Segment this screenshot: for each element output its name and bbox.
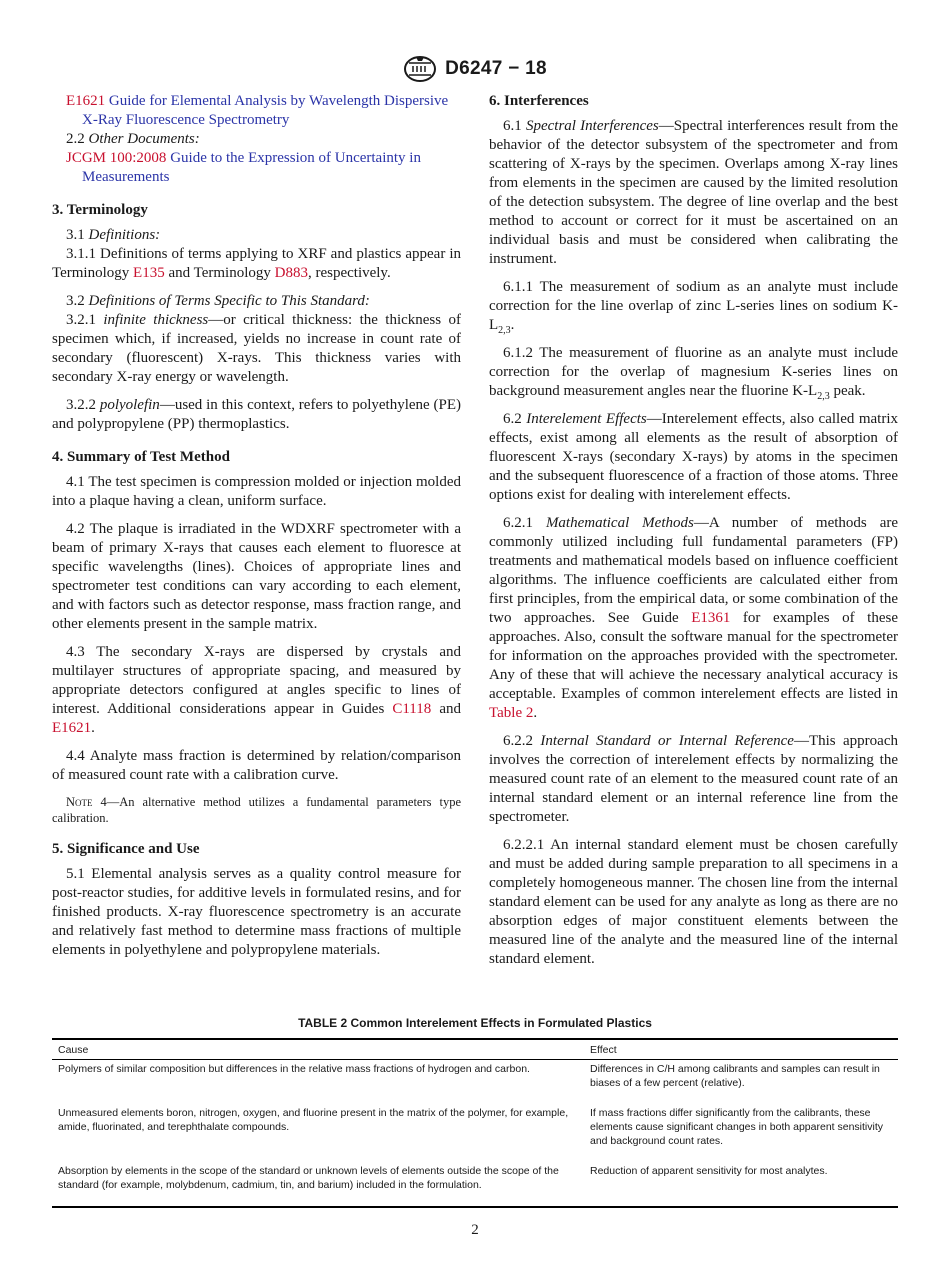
section-6-2-1: 6.2.1 Mathematical Methods—A number of methods are commonly utilized including full fundamental parameters (FP) treatments and mathematical models based on influence coefficient algorithms. The influence coefficients are calculated either from first principles, from the empirical data, or some combination of the two approaches. See Guide E1361 for examples of these approaches. Also, consult the software manual for the spectrometer for information on the approaches provided with the spectrometer. Any of these that will achieve the necessary analytical accuracy is acceptable. Examples of common interelement effects are listed in Table 2. bbox=[489, 515, 899, 721]
section-2-2: 2.2 Other Documents: bbox=[66, 131, 200, 147]
section-3-1: 3.1 Definitions: bbox=[66, 227, 161, 243]
section-4-4: 4.4 Analyte mass fraction is determined by relation/comparison of measured count rate with a calibration curve. bbox=[52, 748, 461, 783]
column-header-cause: Cause bbox=[52, 1039, 584, 1060]
heading-interferences: 6. Interferences bbox=[489, 93, 589, 109]
interelement-effects-table bbox=[52, 1038, 898, 1208]
column-header-effect: Effect bbox=[584, 1039, 898, 1060]
section-4-1: 4.1 The test specimen is compression molded or injection molded into a plaque having a clean, uniform surface. bbox=[52, 474, 461, 509]
table-row bbox=[52, 1104, 898, 1162]
page-number: 2 bbox=[471, 1222, 479, 1238]
section-6-1-1: 6.1.1 The measurement of sodium as an analyte must include correction for the line overlap of zinc L-series lines on sodium $K-L_{2,3}$. bbox=[489, 279, 898, 336]
link-e1621[interactable]: E1621 bbox=[66, 93, 106, 109]
section-4-2: 4.2 The plaque is irradiated in the WDXRF spectrometer with a beam of primary X-rays that causes each element to fluoresce at specific wavelengths (lines). Choices of appropriate lines and spectrometer test conditions can vary according to each element, and with factors such as detector response, mass fraction range, and other elements present in the sample matrix. bbox=[52, 521, 461, 632]
astm-logo-icon bbox=[403, 55, 437, 83]
table-row bbox=[52, 1162, 898, 1207]
section-6-1-2: 6.1.2 The measurement of fluorine as an analyte must include correction for the overlap of magnesium K-series lines on background measurement angles near the fluorine $K-L_{2,3}$ peak. bbox=[489, 345, 898, 402]
section-3-2: 3.2 Definitions of Terms Specific to This Standard: bbox=[66, 293, 370, 309]
reference-title[interactable]: Guide to the Expression of Uncertainty in Measurements bbox=[82, 150, 421, 185]
section-3-2-2: 3.2.2 polyolefin—used in this context, refers to polyethylene (PE) and polypropylene (PP) thermoplastics. bbox=[52, 397, 461, 432]
link-d883[interactable]: D883 bbox=[274, 265, 308, 281]
reference-jcgm bbox=[52, 149, 461, 187]
cause-cell: Polymers of similar composition but differences in the relative mass fractions of hydrogen and carbon. bbox=[58, 1063, 530, 1075]
link-c1118[interactable]: C1118 bbox=[392, 701, 432, 717]
link-table-2[interactable]: Table 2 bbox=[489, 705, 534, 721]
table-title: TABLE 2 Common Interelement Effects in Formulated Plastics bbox=[298, 1016, 652, 1030]
note-4: Note 4—An alternative method utilizes a fundamental parameters type calibration. bbox=[52, 795, 461, 825]
section-6-2-2-1: 6.2.2.1 An internal standard element must be chosen carefully and must be added during sample preparation to all specimens in a completely homogeneous manner. The chosen line from the internal standard element can be used for any analyte as long as there are no absorption edges of major constituent elements between the measured line of the analyte and the measured line of the internal standard element. bbox=[489, 837, 898, 967]
cause-cell: Unmeasured elements boron, nitrogen, oxygen, and fluorine present in the matrix of the polymer, for example, amide, fluorinated, and terephthalate compounds. bbox=[58, 1107, 569, 1133]
reference-e1621 bbox=[52, 92, 461, 130]
heading-summary: 4. Summary of Test Method bbox=[52, 449, 230, 465]
link-jcgm[interactable]: JCGM 100:2008 bbox=[66, 150, 167, 166]
heading-terminology: 3. Terminology bbox=[52, 202, 148, 218]
effect-cell: Differences in C/H among calibrants and samples can result in biases of a few percent (relative). bbox=[590, 1063, 880, 1089]
section-4-3: 4.3 The secondary X-rays are dispersed by crystals and multilayer structures of appropriate spacing, and measured by appropriate detectors configured at angles specific to lines of interest. Additional considerations appear in Guides C1118 and E1621. bbox=[52, 644, 461, 736]
link-e1361[interactable]: E1361 bbox=[691, 610, 731, 626]
link-e135[interactable]: E135 bbox=[133, 265, 165, 281]
table-header-row bbox=[52, 1039, 898, 1060]
table-2 bbox=[52, 1016, 898, 1208]
reference-title[interactable]: Guide for Elemental Analysis by Wavelength Dispersive X-Ray Fluorescence Spectrometry bbox=[82, 93, 449, 128]
table-row bbox=[52, 1060, 898, 1105]
section-5-1: 5.1 Elemental analysis serves as a quality control measure for post-reactor studies, for additive levels in formulated resins, and for finished products. X-ray fluorescence spectrometry is an accurate and relatively fast method to determine mass fractions of multiple elements in polyethylene and polypropylene materials. bbox=[52, 866, 461, 958]
left-column bbox=[52, 92, 461, 969]
section-3-2-1: 3.2.1 infinite thickness—or critical thickness: the thickness of specimen which, if increased, yields no increase in count rate of secondary (fluorescent) X-rays. This thickness varies with secondary X-ray energy or wavelength. bbox=[52, 312, 461, 385]
effect-cell: If mass fractions differ significantly from the calibrants, these elements cause significant changes in both apparent sensitivity and background count rates. bbox=[590, 1107, 884, 1147]
effect-cell: Reduction of apparent sensitivity for most analytes. bbox=[590, 1165, 828, 1177]
section-3-1-1: 3.1.1 Definitions of terms applying to XRF and plastics appear in Terminology E135 and Terminology D883, respectively. bbox=[52, 246, 461, 281]
heading-significance: 5. Significance and Use bbox=[52, 841, 200, 857]
page-header bbox=[0, 52, 950, 86]
section-6-1: 6.1 Spectral Interferences—Spectral interferences result from the behavior of the detector subsystem of the spectrometer and from scattering of X-rays by the specimen. Overlaps among X-ray lines from elements in the specimen are caused by the limited resolution of the detection subsystem. The degree of line overlap and the best method to account or correct for it must be ascertained on an individual basis and must be considered when calibrating the instrument. bbox=[489, 118, 899, 267]
right-column bbox=[489, 92, 898, 978]
section-6-2-2: 6.2.2 Internal Standard or Internal Reference—This approach involves the correction of interelement effects by normalizing the measured count rate of an element to the measured count rate of an internal standard element or an internal reference line from the spectrometer. bbox=[489, 733, 898, 825]
document-number: D6247 − 18 bbox=[445, 58, 547, 79]
section-6-2: 6.2 Interelement Effects—Interelement effects, also called matrix effects, exist among all elements as the result of absorption of fluorescent X-rays (secondary X-rays) by atoms in the specimen and the subsequent fluorescence of a fraction of those atoms. Three options exist for dealing with interelement effects. bbox=[489, 411, 898, 503]
link-e1621[interactable]: E1621 bbox=[52, 720, 92, 736]
cause-cell: Absorption by elements in the scope of the standard or unknown levels of elements outside the scope of the standard (for example, molybdenum, cadmium, tin, and barium) included in the formulation. bbox=[58, 1165, 559, 1191]
